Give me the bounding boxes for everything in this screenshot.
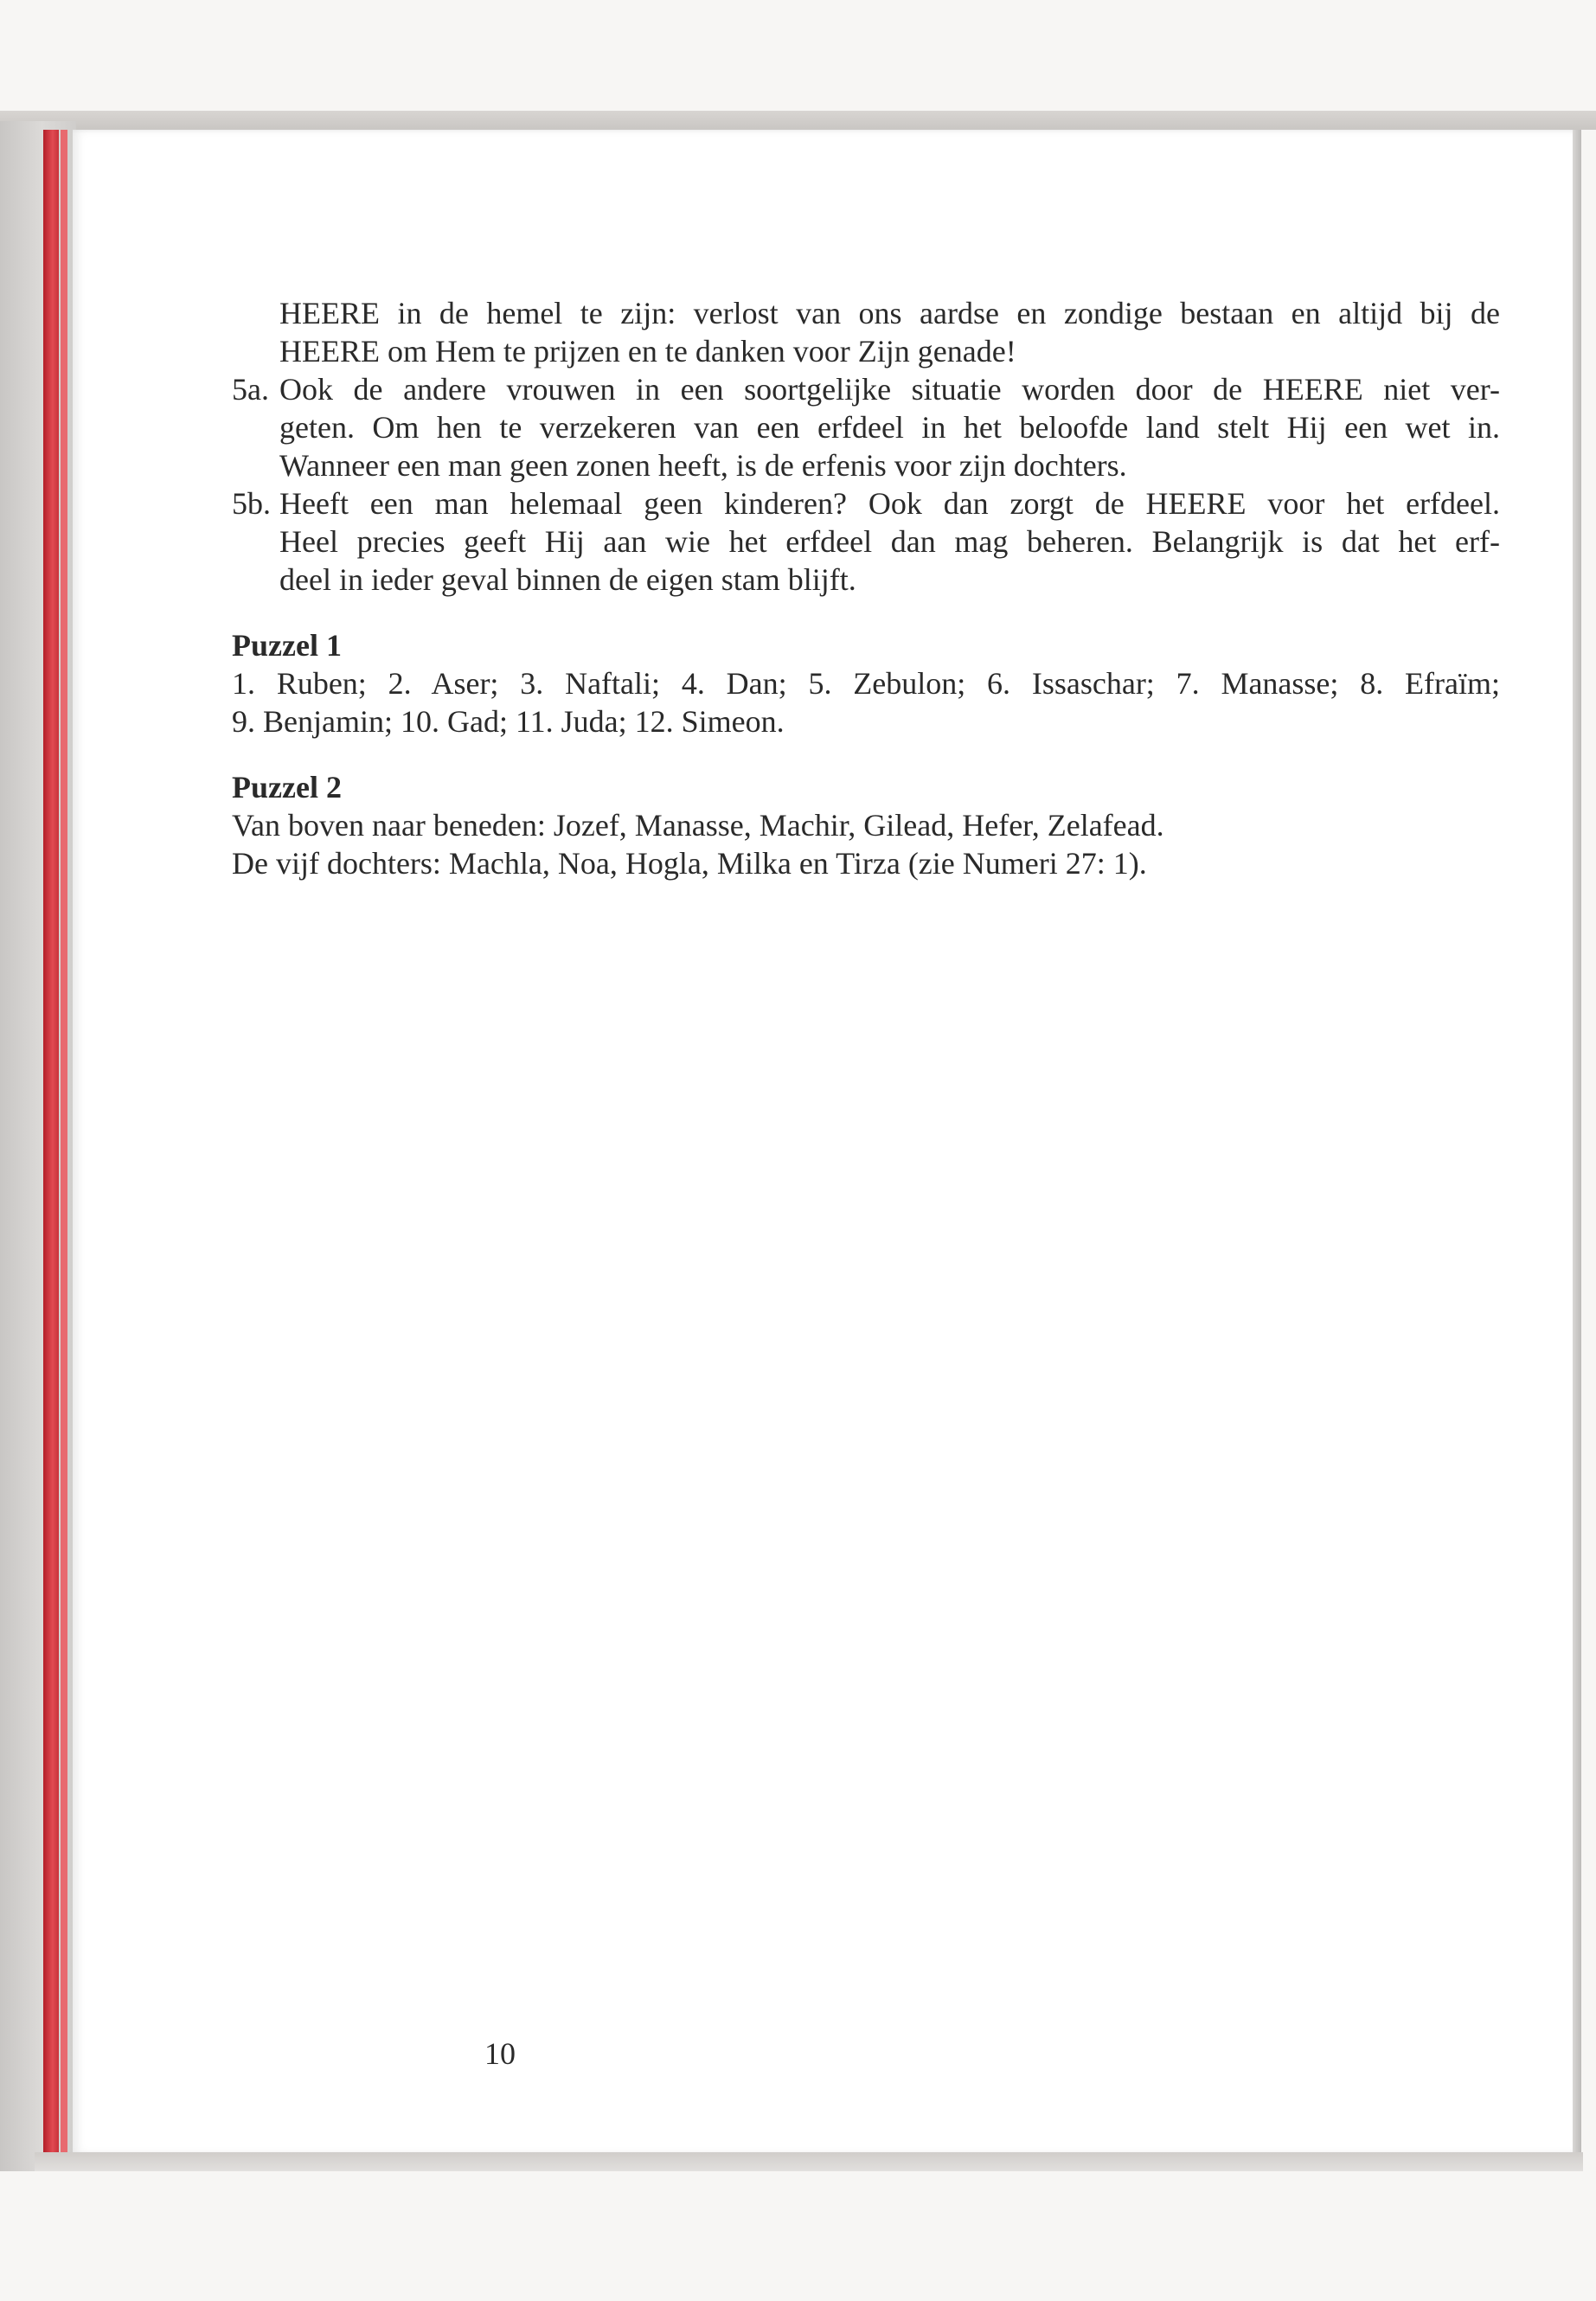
red-page-edge	[43, 130, 59, 2154]
red-page-edge-inner	[61, 130, 67, 2154]
item-label: 5a.	[232, 372, 269, 407]
section-heading: Puzzel 2	[232, 770, 342, 804]
text-line: 9. Benjamin; 10. Gad; 11. Juda; 12. Simeon.	[232, 704, 785, 739]
text-line: 1. Ruben; 2. Aser; 3. Naftali; 4. Dan; 5. Zebulon; 6. Issaschar; 7. Manasse; 8. Efraïm;	[232, 666, 1500, 701]
text-line: Heel precies geeft Hij aan wie het erfdeel dan mag beheren. Belangrijk is dat het erf-	[279, 524, 1500, 559]
scan-top-edge	[0, 111, 1596, 130]
page-right-edge	[1573, 130, 1581, 2171]
text-line: Van boven naar beneden: Jozef, Manasse, Machir, Gilead, Hefer, Zelafead.	[232, 808, 1164, 843]
text-line: HEERE in de hemel te zijn: verlost van ons aardse en zondige bestaan en altijd bij de	[279, 296, 1500, 330]
paragraph-5a	[232, 370, 1500, 484]
scan-bottom-edge	[35, 2152, 1583, 2171]
text-line: geten. Om hen te verzekeren van een erfdeel in het beloofde land stelt Hij een wet in.	[279, 410, 1500, 445]
text-line: Wanneer een man geen zonen heeft, is de erfenis voor zijn dochters.	[279, 448, 1127, 483]
text-line: Heeft een man helemaal geen kinderen? Ook dan zorgt de HEERE voor het erfdeel.	[279, 486, 1500, 521]
paragraph-continuation	[232, 294, 1500, 370]
page-text	[232, 294, 1500, 882]
text-line: HEERE om Hem te prijzen en te danken voor Zijn genade!	[279, 334, 1016, 369]
paragraph-5b	[232, 484, 1500, 599]
text-line: deel in ieder geval binnen de eigen stam blijft.	[279, 562, 856, 597]
section-heading: Puzzel 1	[232, 628, 342, 663]
puzzel-2-section	[232, 768, 1500, 882]
item-label: 5b.	[232, 486, 271, 521]
puzzel-1-section	[232, 626, 1500, 740]
page-number: 10	[484, 2036, 516, 2071]
text-line: De vijf dochters: Machla, Noa, Hogla, Milka en Tirza (zie Numeri 27: 1).	[232, 846, 1147, 881]
text-line: Ook de andere vrouwen in een soortgelijke situatie worden door de HEERE niet ver-	[279, 372, 1500, 407]
